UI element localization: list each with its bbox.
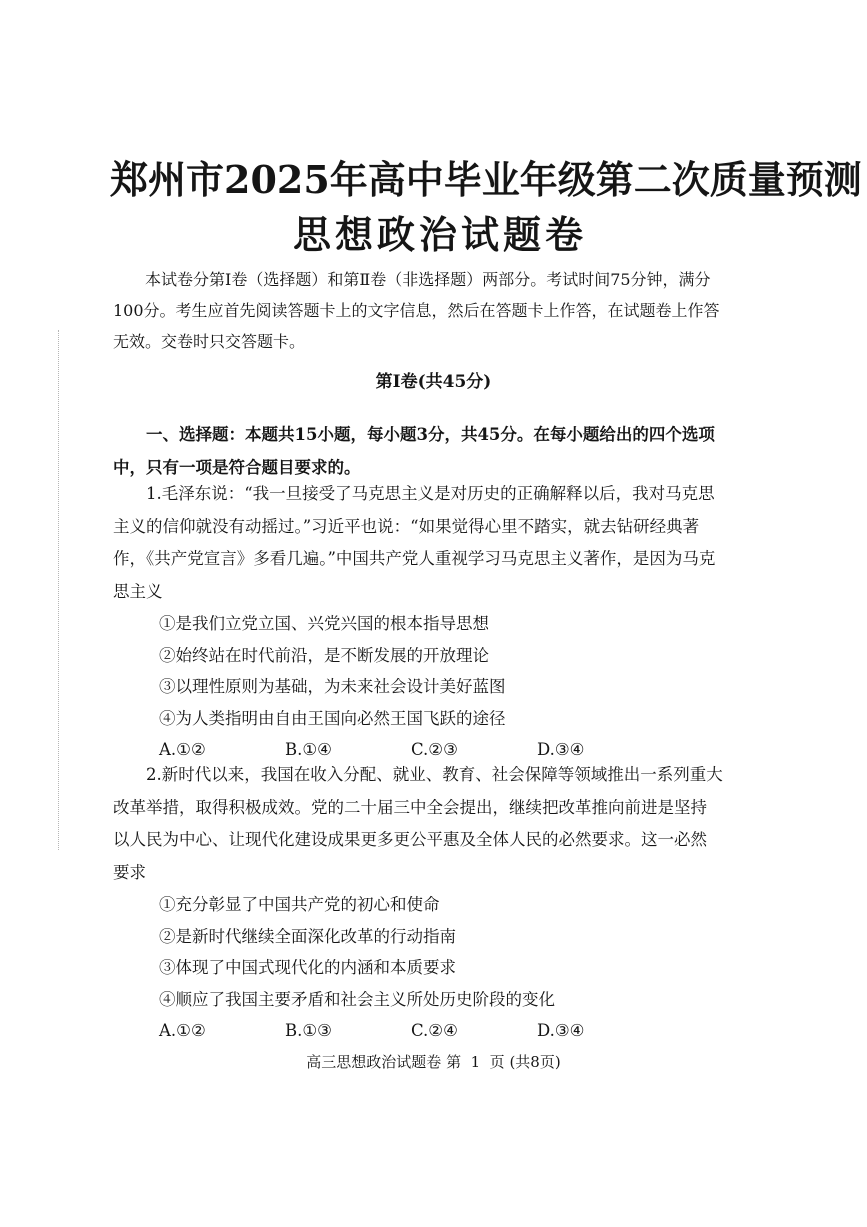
question-option: ①充分彰显了中国共产党的初心和使命 [159, 895, 440, 914]
page-footer: 高三思想政治试题卷 第 1 页 (共8页) [306, 1053, 561, 1071]
question-stem: 1.毛泽东说：“我一旦接受了马克思主义是对历史的正确解释以后，我对马克思主义的信仰就没有动摇过。”习近平也说：“如果觉得心里不踏实，就去钻研经典著作，《共产党宣言》多看几遍。”中国共产党人重视学习马克思主义著作，是因为马克思主义 [113, 484, 716, 601]
question-option: ③体现了中国式现代化的内涵和本质要求 [159, 958, 456, 977]
choice-d: D.③④ [537, 740, 585, 759]
question-option: ④顺应了我国主要矛盾和社会主义所处历史阶段的变化 [159, 989, 555, 1009]
question-option: ②是新时代继续全面深化改革的行动指南 [159, 926, 456, 946]
question-option: ②始终站在时代前沿，是不断发展的开放理论 [159, 645, 489, 665]
choice-d: D.③④ [537, 1021, 585, 1040]
answer-choices [113, 1015, 723, 1047]
question-stem: 2.新时代以来，我国在收入分配、就业、教育、社会保障等领域推出一系列重大改革举措，取得积极成效。党的二十届三中全会提出，继续把改革推向前进是坚持以人民为中心、让现代化建设成果更多更公平惠及全体人民的必然要求。这一必然要求 [113, 765, 723, 882]
choice-b: B.①③ [285, 1021, 332, 1040]
question-2 [113, 759, 723, 1047]
question-1 [113, 478, 723, 766]
choice-c: C.②③ [411, 740, 458, 759]
exam-title: 郑州市2025年高中毕业年级第二次质量预测 [110, 157, 862, 202]
question-option: ①是我们立党立国、兴党兴国的根本指导思想 [159, 614, 489, 633]
choice-b: B.①④ [285, 740, 332, 759]
section-instruction: 一、选择题：本题共15小题，每小题3分，共45分。在每小题给出的四个选项中，只有一项是符合题目要求的。 [113, 425, 715, 477]
choice-a: A.①② [159, 1021, 206, 1040]
choice-a: A.①② [159, 740, 206, 759]
exam-subtitle: 思想政治试题卷 [292, 212, 587, 257]
choice-c: C.②④ [411, 1021, 458, 1040]
question-option: ③以理性原则为基础，为未来社会设计美好蓝图 [159, 677, 506, 696]
exam-intro: 本试卷分第Ⅰ卷（选择题）和第Ⅱ卷（非选择题）两部分。考试时间75分钟，满分100分。考生应首先阅读答题卡上的文字信息，然后在答题卡上作答，在试题卷上作答无效。交卷时只交答题卡。 [113, 270, 720, 351]
question-option: ④为人类指明由自由王国向必然王国飞跃的途径 [159, 708, 506, 728]
section-title: 第Ⅰ卷(共45分) [375, 372, 492, 392]
